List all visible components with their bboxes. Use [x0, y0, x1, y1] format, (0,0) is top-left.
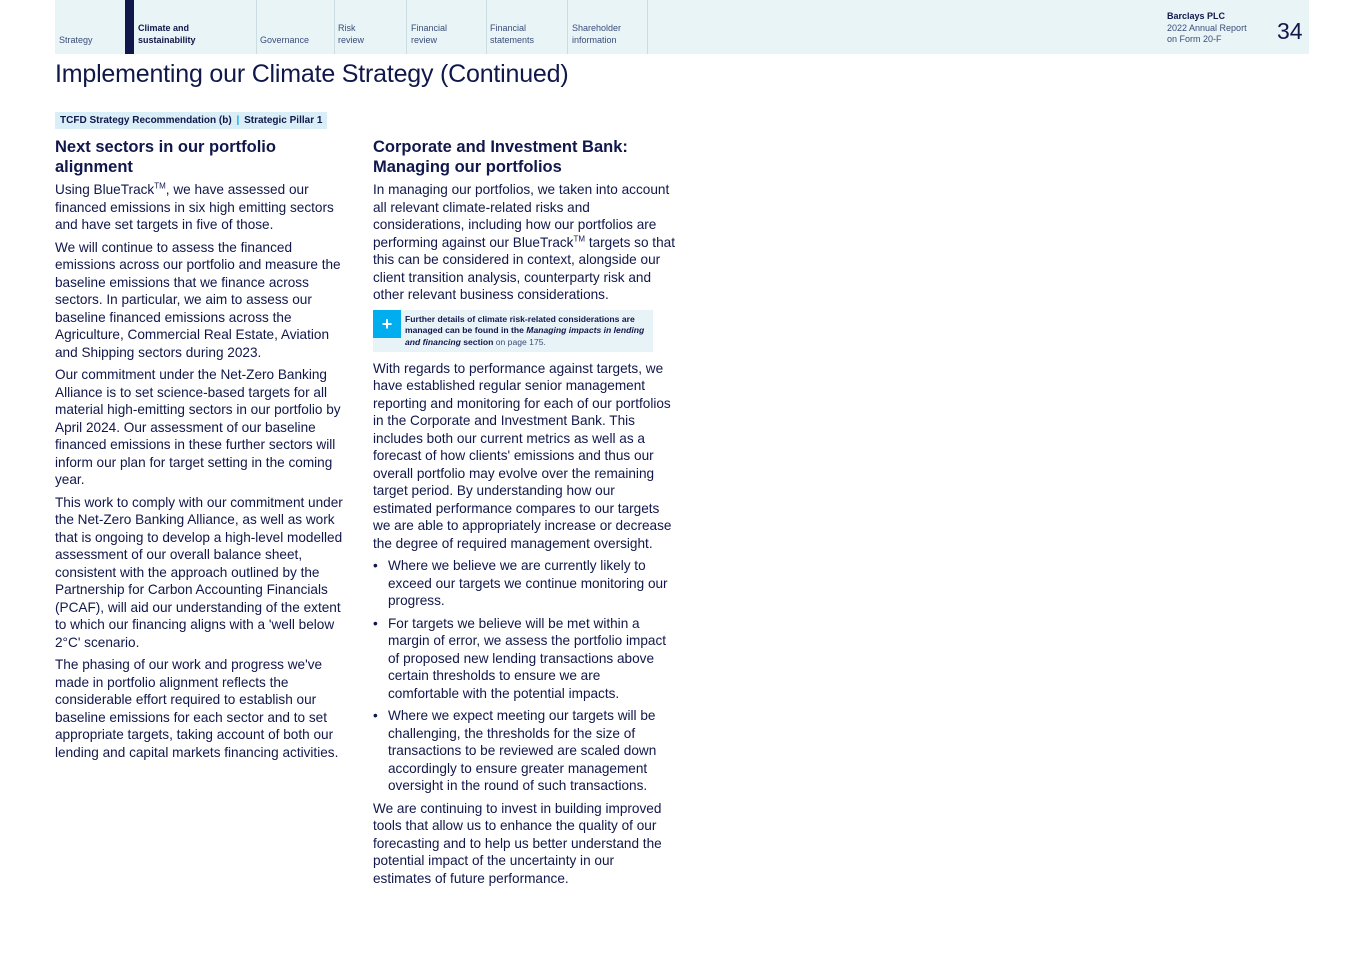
callout-text: Further details of climate risk-related considerations are managed can be found in the Managing impacts in lending and financing section on page 175. [405, 313, 645, 347]
tab-label-line1: Risk [338, 23, 356, 33]
cross-reference-link[interactable]: Managing impacts in lending and financing [405, 325, 645, 347]
list-item: • Where we believe we are currently likely to exceed our targets we continue monitoring our progress. [373, 557, 675, 610]
right-column [373, 138, 675, 892]
tag-separator: | [236, 115, 240, 126]
tab-governance[interactable] [256, 0, 335, 54]
report-brand [1167, 11, 1247, 46]
paragraph: The phasing of our work and progress we've made in portfolio alignment reflects the considerable effort required to establish our baseline emissions for each sector and to set appropriate targets, taking account of both our lending and capital markets financing activities. [55, 657, 339, 760]
plus-icon: + [373, 310, 401, 338]
paragraph: Using BlueTrack™, we have assessed our financed emissions in six high emitting sectors and have set targets in five of those. [55, 181, 334, 232]
report-title-line2: on Form 20-F [1167, 34, 1222, 44]
tab-risk-review[interactable] [334, 0, 407, 54]
tab-label-line2: sustainability [138, 34, 196, 45]
page-title: Implementing our Climate Strategy (Continued) [55, 60, 569, 88]
tab-label-line2: review [411, 34, 438, 45]
company-name: Barclays PLC [1167, 11, 1226, 21]
trademark-mark: TM [573, 233, 586, 243]
paragraph: This work to comply with our commitment under the Net-Zero Banking Alliance, as well as work that is ongoing to develop a high-level modelled assessment of our overall balance sheet, consistent with the approach outlined by the Partnership for Carbon Accounting Financials (PCAF), will aid our understanding of the extent to which our financing aligns with a 'well below 2°C' scenario. [55, 494, 343, 650]
tab-label: Governance [260, 34, 310, 45]
tab-strategy[interactable] [55, 0, 126, 54]
tag-recommendation: TCFD Strategy Recommendation (b) [60, 115, 232, 126]
left-column [55, 138, 355, 766]
paragraph: With regards to performance against targets, we have established regular senior management reporting and monitoring for each of our portfolios in the Corporate and Investment Bank. This includes both our current metrics as well as a forecast of how clients' emissions and thus our overall portfolio may evolve over the remaining target period. By understanding how our estimated performance compares to our targets we are able to appropriately increase or decrease the degree of required management oversight. [373, 360, 672, 551]
tab-label-line2: information [572, 34, 617, 45]
tab-label-line1: Shareholder [572, 23, 622, 33]
top-navigation-bar [55, 0, 1309, 54]
list-item: • For targets we believe will be met within a margin of error, we assess the portfolio impact of proposed new lending transactions above certain thresholds to ensure we are comfortable with the potential impacts. [373, 615, 675, 703]
tab-shareholder-information[interactable] [568, 0, 648, 54]
tab-label: Strategy [59, 34, 93, 45]
tag-pillar: Strategic Pillar 1 [244, 115, 323, 126]
report-title-line1: 2022 Annual Report [1167, 22, 1247, 33]
tab-label-line2: statements [490, 34, 535, 45]
tab-financial-statements[interactable] [486, 0, 568, 54]
tab-label-line1: Climate and [138, 23, 190, 33]
bullet-list [373, 557, 675, 795]
section-heading-corporate-investment-bank: Corporate and Investment Bank: Managing our portfolios [373, 138, 628, 176]
list-item: • Where we expect meeting our targets will be challenging, the thresholds for the size of transactions to be reviewed are scaled down accordingly to ensure greater management oversight in the round of such transactions. [373, 707, 675, 795]
section-heading-next-sectors: Next sectors in our portfolio alignment [55, 138, 276, 176]
tab-climate-and-sustainability[interactable] [125, 0, 257, 54]
paragraph: In managing our portfolios, we taken into account all relevant climate-related risks and considerations, including how our portfolios are performing against our BlueTrack™ targets so that this can be considered in context, alongside our client transition analysis, counterparty risk and other relevant business considerations. [373, 182, 675, 302]
paragraph: Our commitment under the Net-Zero Banking Alliance is to set science-based targets for all material high-emitting sectors in our portfolio by April 2024. Our assessment of our baseline financed emissions in these further sectors will inform our plan for target setting in the coming year. [55, 367, 341, 487]
tab-label-line1: Financial [490, 23, 527, 33]
paragraph: We are continuing to invest in building improved tools that allow us to enhance the quality of our forecasting and to help us better understand the potential impact of the uncertainty in our estimates of future performance. [373, 800, 662, 886]
tab-label-line1: Financial [411, 23, 448, 33]
paragraph: We will continue to assess the financed emissions across our portfolio and measure the baseline emissions that we finance across sectors. In particular, we aim to assess our baseline financed emissions across the Agriculture, Commercial Real Estate, Aviation and Shipping sectors during 2023. [55, 239, 341, 360]
page-reference: on page 175. [493, 336, 546, 347]
active-tab-indicator [125, 0, 134, 54]
trademark-mark: TM [154, 181, 166, 191]
tab-label-line2: review [338, 34, 365, 45]
tab-financial-review[interactable] [407, 0, 487, 54]
page-number: 34 [1277, 18, 1303, 44]
tcfd-tag [55, 112, 327, 129]
further-details-callout[interactable] [373, 310, 653, 352]
